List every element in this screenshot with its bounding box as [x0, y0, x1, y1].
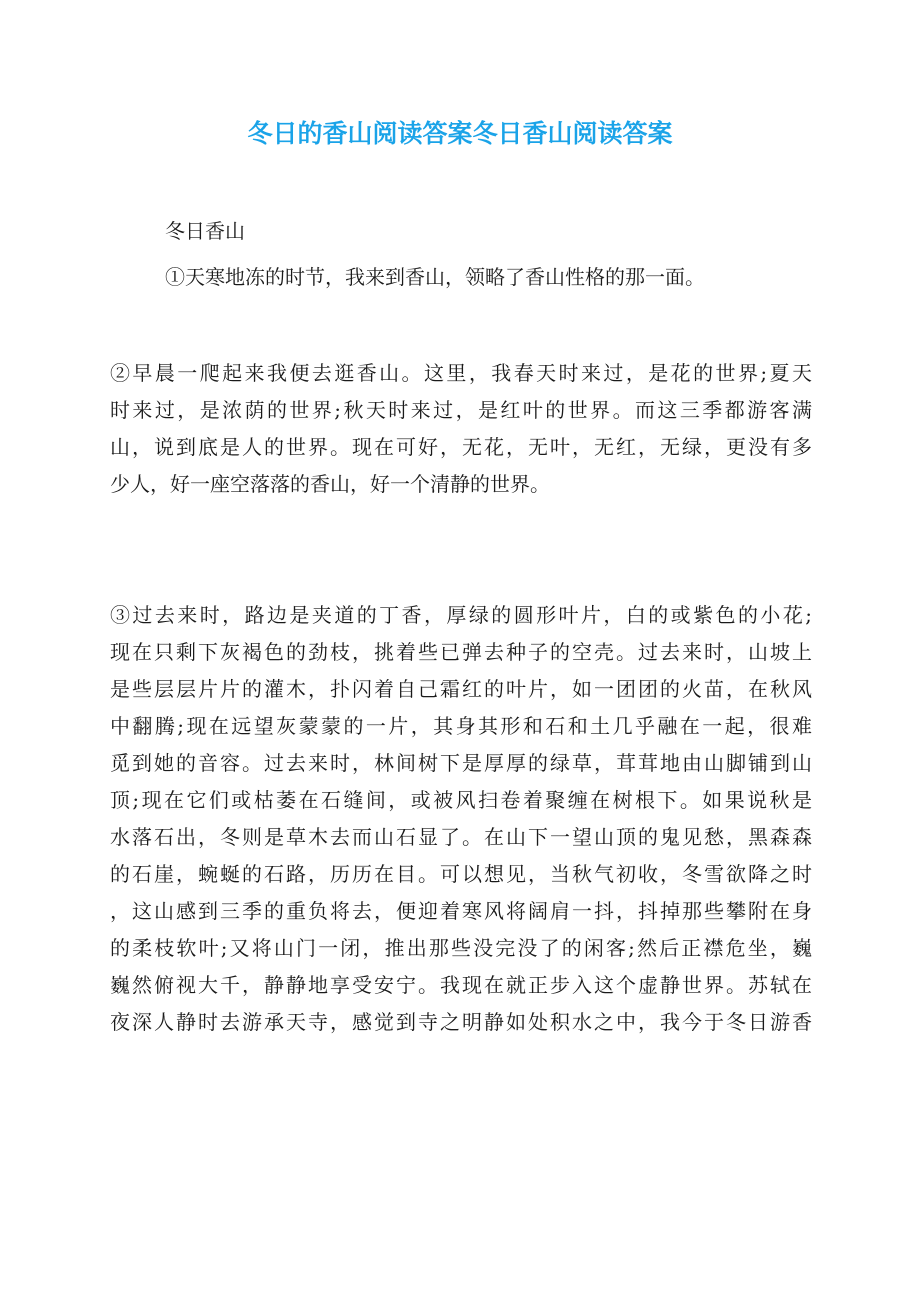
paragraph-line: ②早晨一爬起来我便去逛香山。这里，我春天时来过，是花的世界;夏天: [110, 361, 812, 385]
article-subtitle: 冬日香山: [165, 219, 245, 243]
paragraph-line: 是些层层片片的灌木，扑闪着自己霜红的叶片，如一团团的火苗，在秋风: [110, 677, 812, 701]
paragraph-line: ，这山感到三季的重负将去，便迎着寒风将阔肩一抖，抖掉那些攀附在身: [110, 899, 812, 923]
paragraph-line: 水落石出，冬则是草木去而山石显了。在山下一望山顶的鬼见愁，黑森森: [110, 825, 812, 849]
paragraph-line: 的柔枝软叶;又将山门一闭，推出那些没完没了的闲客;然后正襟危坐，巍: [110, 936, 812, 960]
paragraph-line: 少人，好一座空落落的香山，好一个清静的世界。: [110, 472, 550, 496]
paragraph-line: 夜深人静时去游承天寺，感觉到寺之明静如处积水之中，我今于冬日游香: [110, 1010, 812, 1034]
paragraph-2: [110, 355, 812, 503]
paragraph-1: ①天寒地冻的时节，我来到香山，领略了香山性格的那一面。: [165, 265, 705, 289]
paragraph-line: ③过去来时，路边是夹道的丁香，厚绿的圆形叶片，白的或紫色的小花;: [110, 603, 812, 627]
paragraph-line: 的石崖，蜿蜒的石路，历历在目。可以想见，当秋气初收，冬雪欲降之时: [110, 862, 812, 886]
paragraph-3: [110, 597, 812, 1041]
paragraph-line: 觅到她的音容。过去来时，林间树下是厚厚的绿草，茸茸地由山脚铺到山: [110, 751, 812, 775]
paragraph-line: 山，说到底是人的世界。现在可好，无花，无叶，无红，无绿，更没有多: [110, 435, 812, 459]
paragraph-line: 时来过，是浓荫的世界;秋天时来过，是红叶的世界。而这三季都游客满: [110, 398, 812, 422]
paragraph-line: 顶;现在它们或枯萎在石缝间，或被风扫卷着聚缠在树根下。如果说秋是: [110, 788, 812, 812]
paragraph-line: 中翻腾;现在远望灰蒙蒙的一片，其身其形和石和土几乎融在一起，很难: [110, 714, 812, 738]
paragraph-line: 现在只剩下灰褐色的劲枝，挑着些已弹去种子的空壳。过去来时，山坡上: [110, 640, 812, 664]
paragraph-line: 巍然俯视大千，静静地享受安宁。我现在就正步入这个虚静世界。苏轼在: [110, 973, 812, 997]
document-title: 冬日的香山阅读答案冬日香山阅读答案: [247, 119, 673, 148]
